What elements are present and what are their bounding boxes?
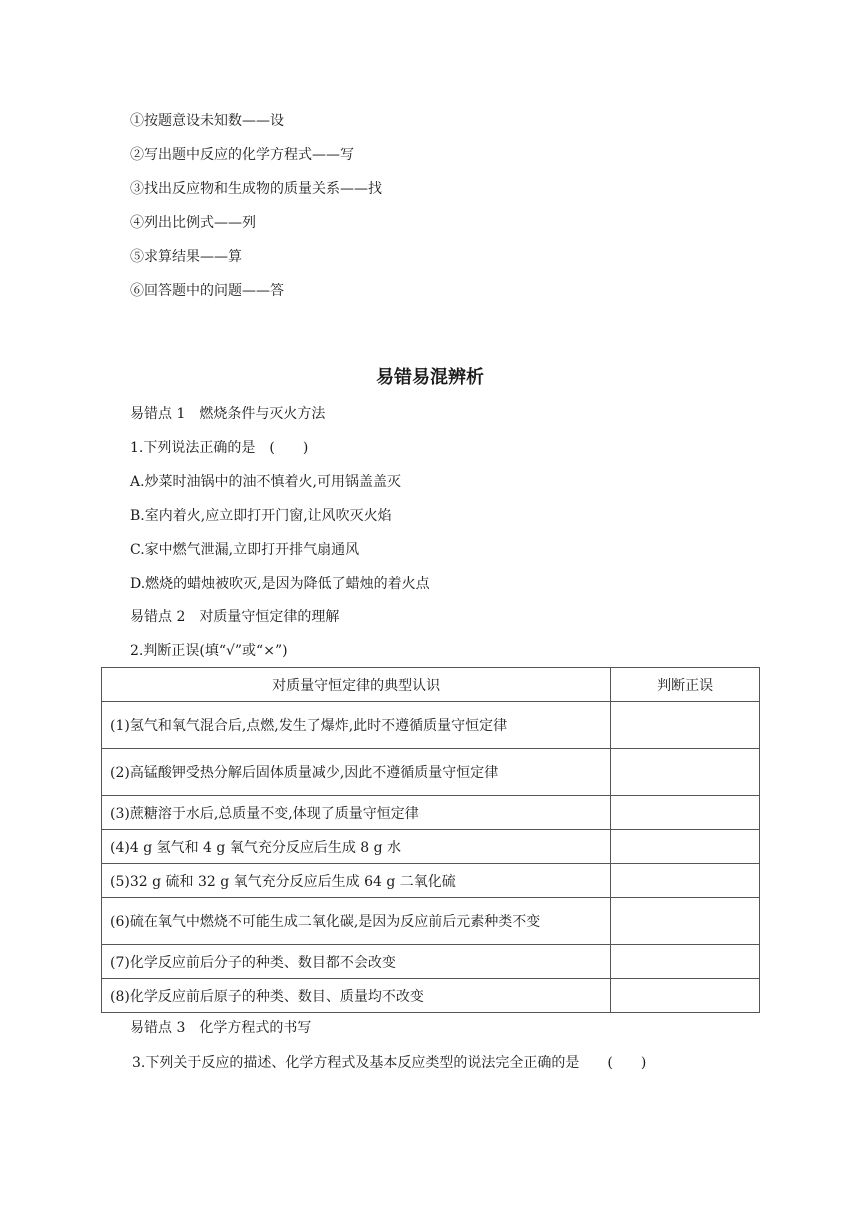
step-item: ②写出题中反应的化学方程式——写 (130, 147, 354, 163)
question-3: 3.下列关于反应的描述、化学方程式及基本反应类型的说法完全正确的是 ( ) (132, 1055, 647, 1071)
statement-cell: (8)化学反应前后原子的种类、数目、质量均不改变 (102, 979, 611, 1013)
statement-cell: (7)化学反应前后分子的种类、数目都不会改变 (102, 945, 611, 979)
answer-cell[interactable] (611, 830, 760, 864)
question-2: 2.判断正误(填“√”或“×”) (130, 643, 288, 659)
table-row (102, 864, 760, 898)
column-header-statement: 对质量守恒定律的典型认识 (102, 668, 611, 702)
table-row (102, 749, 760, 796)
table-row (102, 945, 760, 979)
answer-cell[interactable] (611, 702, 760, 749)
section-title: 易错易混辨析 (376, 367, 484, 388)
statement-cell: (1)氢气和氧气混合后,点燃,发生了爆炸,此时不遵循质量守恒定律 (102, 702, 611, 749)
error-point-2-heading: 易错点 2 对质量守恒定律的理解 (130, 609, 340, 625)
column-header-judgement: 判断正误 (611, 668, 760, 702)
table-row (102, 796, 760, 830)
answer-cell[interactable] (611, 979, 760, 1013)
judgement-table (101, 667, 760, 1013)
step-item: ④列出比例式——列 (130, 215, 256, 231)
statement-cell: (2)高锰酸钾受热分解后固体质量减少,因此不遵循质量守恒定律 (102, 749, 611, 796)
statement-cell: (3)蔗糖溶于水后,总质量不变,体现了质量守恒定律 (102, 796, 611, 830)
table-row (102, 702, 760, 749)
statement-cell: (5)32 g 硫和 32 g 氧气充分反应后生成 64 g 二氧化硫 (102, 864, 611, 898)
table-row (102, 979, 760, 1013)
error-point-1-heading: 易错点 1 燃烧条件与灭火方法 (130, 406, 326, 422)
calculation-steps (130, 108, 382, 312)
step-item: ⑤求算结果——算 (130, 249, 242, 265)
answer-cell[interactable] (611, 864, 760, 898)
error-point-3-heading: 易错点 3 化学方程式的书写 (130, 1020, 312, 1036)
step-item: ③找出反应物和生成物的质量关系——找 (130, 181, 382, 197)
answer-cell[interactable] (611, 796, 760, 830)
table-header-row (102, 668, 760, 702)
question-1: 1.下列说法正确的是 ( ) (130, 440, 309, 456)
step-item: ⑥回答题中的问题——答 (130, 283, 284, 299)
step-item: ①按题意设未知数——设 (130, 113, 284, 129)
table-row (102, 898, 760, 945)
answer-cell[interactable] (611, 749, 760, 796)
option-c: C.家中燃气泄漏,立即打开排气扇通风 (130, 542, 360, 558)
statement-cell: (4)4 g 氢气和 4 g 氧气充分反应后生成 8 g 水 (102, 830, 611, 864)
statement-cell: (6)硫在氧气中燃烧不可能生成二氧化碳,是因为反应前后元素种类不变 (102, 898, 611, 945)
option-b: B.室内着火,应立即打开门窗,让风吹灭火焰 (130, 508, 392, 524)
option-d: D.燃烧的蜡烛被吹灭,是因为降低了蜡烛的着火点 (130, 576, 430, 592)
answer-cell[interactable] (611, 945, 760, 979)
option-a: A.炒菜时油锅中的油不慎着火,可用锅盖盖灭 (130, 474, 402, 490)
table-row (102, 830, 760, 864)
answer-cell[interactable] (611, 898, 760, 945)
